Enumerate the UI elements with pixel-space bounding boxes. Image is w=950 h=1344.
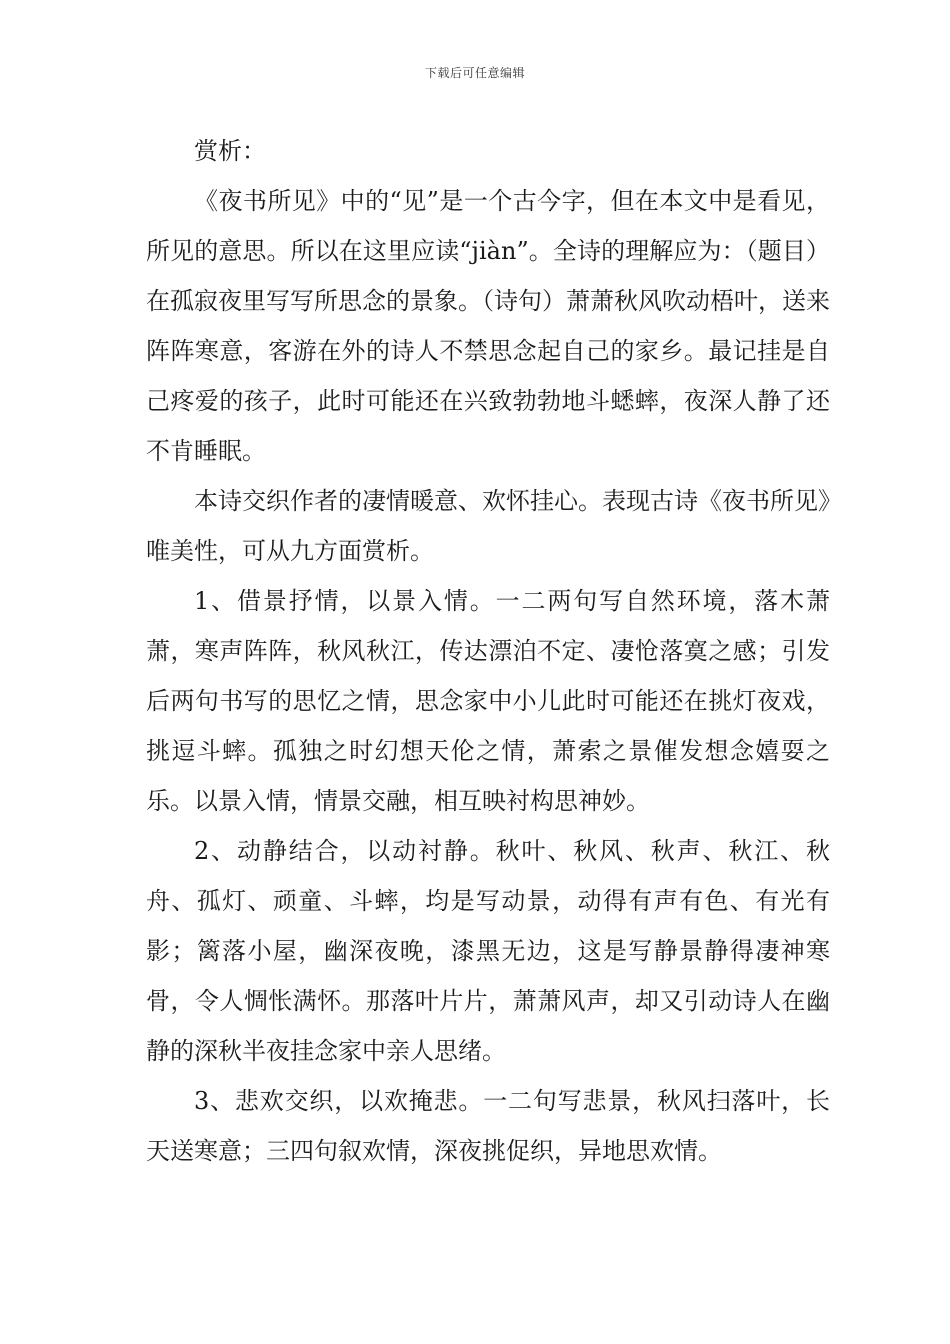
paragraph-point-2: 2、动静结合，以动衬静。秋叶、秋风、秋声、秋江、秋舟、孤灯、顽童、斗蟀，均是写动景，动得有声有色、有光有影；篱落小屋，幽深夜晚，漆黑无边，这是写静景静得凄神寒骨，令人惆怅满怀。那落叶片片，萧萧风声，却又引动诗人在幽静的深秋半夜挂念家中亲人思绪。 [146,837,830,1065]
paragraph-point-3: 3、悲欢交织，以欢掩悲。一二句写悲景，秋风扫落叶，长天送寒意；三四句叙欢情，深夜挑促织，异地思欢情。 [146,1087,830,1165]
paragraph-intro: 《夜书所见》中的“见”是一个古今字，但在本文中是看见，所见的意思。所以在这里应读“jiàn”。全诗的理解应为：（题目）在孤寂夜里写写所思念的景象。（诗句）萧萧秋风吹动梧叶，送来阵阵寒意，客游在外的诗人不禁思念起自己的家乡。最记挂是自己疼爱的孩子，此时可能还在兴致勃勃地斗蟋蟀，夜深人静了还不肯睡眠。 [146,187,830,465]
document-body [146,126,830,1176]
heading-appreciation: 赏析： [194,137,266,165]
page-header-note: 下载后可任意编辑 [424,66,525,80]
paragraph-point-1: 1、借景抒情，以景入情。一二两句写自然环境，落木萧萧，寒声阵阵，秋风秋江，传达漂泊不定、凄怆落寞之感；引发后两句书写的思忆之情，思念家中小儿此时可能还在挑灯夜戏，挑逗斗蟀。孤独之时幻想天伦之情，萧索之景催发想念嬉耍之乐。以景入情，情景交融，相互映衬构思神妙。 [146,587,830,815]
paragraph-summary: 本诗交织作者的凄情暖意、欢怀挂心。表现古诗《夜书所见》唯美性，可从九方面赏析。 [146,487,830,565]
